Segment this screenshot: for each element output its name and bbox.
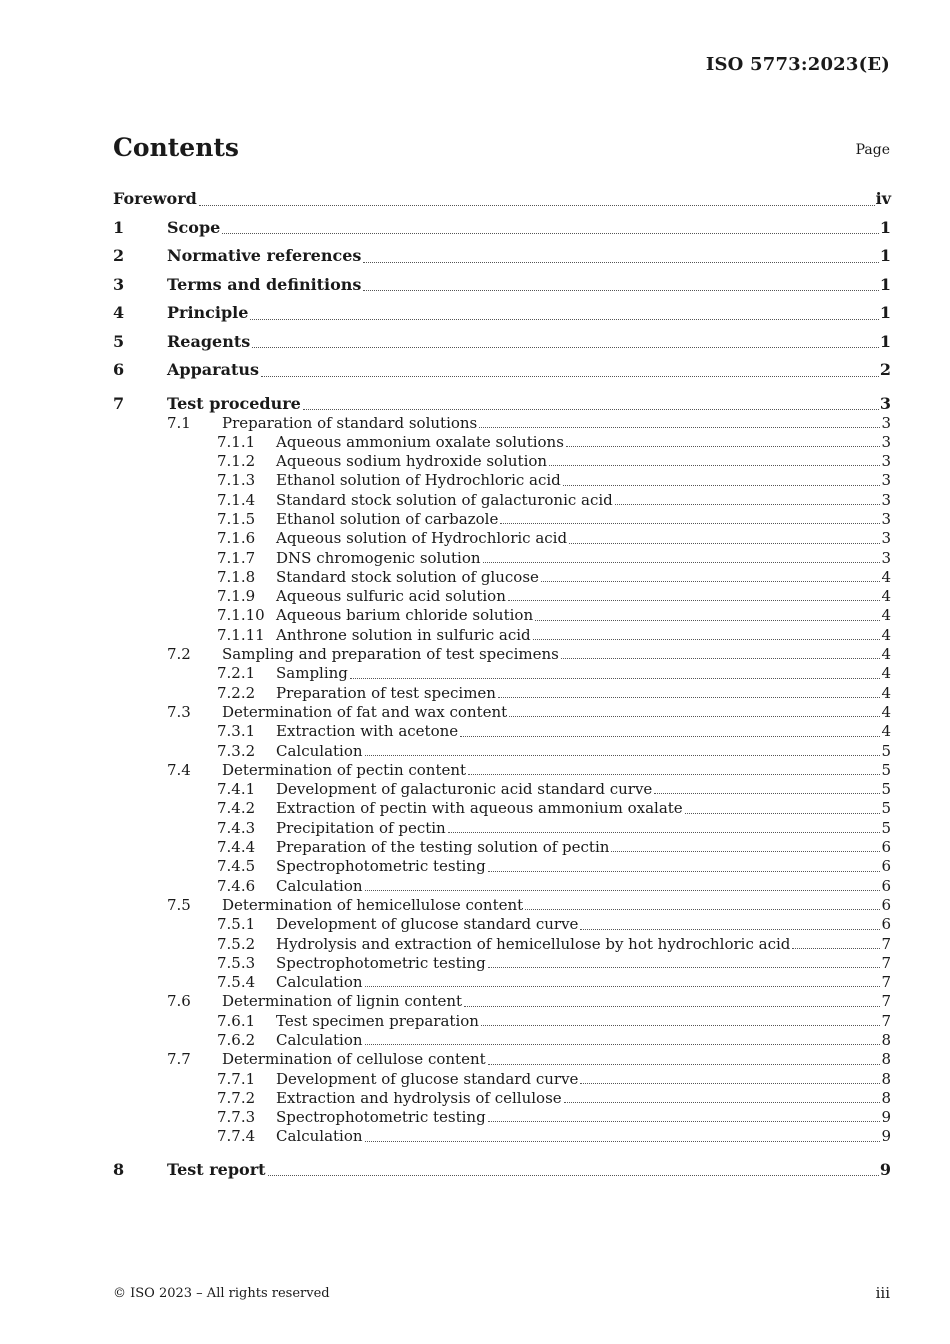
toc-entry-page: 4 xyxy=(881,664,891,683)
toc-entry-title: Test report xyxy=(167,1159,266,1179)
toc-entry-title: Development of galacturonic acid standard curve xyxy=(276,780,653,799)
dot-leader xyxy=(792,948,880,949)
toc-entry-2[interactable] xyxy=(113,242,891,271)
toc-entry-number: 7.4.3 xyxy=(217,818,256,837)
toc-entry-page: 9 xyxy=(881,1127,891,1146)
toc-entry-page: 1 xyxy=(879,303,891,322)
dot-leader xyxy=(654,793,880,794)
dot-leader xyxy=(508,600,881,601)
toc-entry-number: 7.3.2 xyxy=(217,741,256,760)
toc-entry-title: Calculation xyxy=(276,1127,363,1146)
toc-entry-page: 4 xyxy=(881,722,891,741)
dot-leader xyxy=(580,929,880,930)
toc-entry-title: Spectrophotometric testing xyxy=(276,1108,486,1127)
toc-entry-title: Extraction and hydrolysis of cellulose xyxy=(276,1088,562,1107)
toc-entry-number: 7.5.3 xyxy=(217,953,256,972)
toc-entry-page: 6 xyxy=(881,876,891,895)
toc-entry-number: 3 xyxy=(113,274,125,294)
dot-leader xyxy=(611,851,880,852)
dot-leader xyxy=(563,485,881,486)
toc-entry-7-4-6[interactable] xyxy=(113,877,891,896)
toc-entry-page: 7 xyxy=(881,973,891,992)
toc-entry-page: 2 xyxy=(879,360,891,379)
toc-entry-title: Foreword xyxy=(113,189,197,208)
toc-entry-7-5[interactable] xyxy=(113,896,891,915)
toc-entry-7-3-1[interactable] xyxy=(113,722,891,741)
toc-entry-number: 7.3 xyxy=(167,702,191,721)
toc-entry-7-3[interactable] xyxy=(113,703,891,722)
toc-entry-7-5-3[interactable] xyxy=(113,954,891,973)
toc-entry-page: 5 xyxy=(881,760,891,779)
toc-entry-number: 7.1.5 xyxy=(217,509,256,528)
toc-entry-page: 3 xyxy=(881,471,891,490)
dot-leader xyxy=(365,1044,881,1045)
toc-entry-title: Aqueous sulfuric acid solution xyxy=(276,587,506,606)
toc-entry-title: Ethanol solution of Hydrochloric acid xyxy=(276,471,561,490)
toc-entry-title: Determination of lignin content xyxy=(222,992,463,1011)
dot-leader xyxy=(488,871,881,872)
toc-entry-title: Determination of fat and wax content xyxy=(222,702,508,721)
toc-entry-7-1-4[interactable] xyxy=(113,491,891,510)
toc-entry-title: Preparation of test specimen xyxy=(276,683,496,702)
toc-entry-title: Standard stock solution of glucose xyxy=(276,567,539,586)
toc-entry-page: 8 xyxy=(881,1088,891,1107)
toc-entry-title: Precipitation of pectin xyxy=(276,818,446,837)
toc-entry-page: 3 xyxy=(881,548,891,567)
toc-entry-7-2-1[interactable] xyxy=(113,664,891,683)
toc-entry-7-4-2[interactable] xyxy=(113,799,891,818)
toc-entry-title: Test specimen preparation xyxy=(276,1011,479,1030)
toc-entry-title: Spectrophotometric testing xyxy=(276,953,486,972)
toc-entry-7-3-2[interactable] xyxy=(113,742,891,761)
dot-leader xyxy=(481,1025,881,1026)
toc-entry-page: 7 xyxy=(881,1011,891,1030)
toc-entry-number: 1 xyxy=(113,217,125,237)
toc-entry-title: Determination of cellulose content xyxy=(222,1050,486,1069)
dot-leader xyxy=(350,678,881,679)
dot-leader xyxy=(250,319,878,320)
toc-entry-number: 7.2 xyxy=(167,645,191,664)
toc-entry-number: 8 xyxy=(113,1159,125,1179)
dot-leader xyxy=(363,262,878,263)
dot-leader xyxy=(580,1083,880,1084)
toc-entry-title: Development of glucose standard curve xyxy=(276,915,579,934)
dot-leader xyxy=(509,716,880,717)
dot-leader xyxy=(498,697,880,698)
toc-entry-title: Hydrolysis and extraction of hemicellulose by hot hydrochloric acid xyxy=(276,934,791,953)
toc-entry-7-4[interactable] xyxy=(113,761,891,780)
page-column-label: Page xyxy=(855,142,890,158)
toc-entry-number: 2 xyxy=(113,246,125,265)
dot-leader xyxy=(460,736,880,737)
toc-entry-number: 7.1.8 xyxy=(217,567,256,586)
dot-leader xyxy=(448,832,881,833)
toc-entry-number: 7.7 xyxy=(167,1050,191,1069)
toc-entry-number: 7.5.2 xyxy=(217,934,256,953)
toc-entry-page: 7 xyxy=(881,953,891,972)
dot-leader xyxy=(483,562,881,563)
toc-entry-title: Standard stock solution of galacturonic acid xyxy=(276,490,613,509)
toc-entry-page: 7 xyxy=(881,934,891,953)
toc-entry-page: 8 xyxy=(881,1050,891,1069)
toc-entry-7-4-1[interactable] xyxy=(113,780,891,799)
toc-entry-page: 1 xyxy=(879,217,891,237)
toc-entry-number: 7.1 xyxy=(167,413,191,432)
toc-entry-number: 7.4.6 xyxy=(217,876,256,895)
copyright-notice: © ISO 2023 – All rights reserved xyxy=(113,1286,330,1301)
toc-entry-title: Preparation of the testing solution of pectin xyxy=(276,838,610,857)
toc-entry-7-1-11[interactable] xyxy=(113,626,891,645)
toc-entry-4[interactable] xyxy=(113,299,891,328)
dot-leader xyxy=(615,504,881,505)
dot-leader xyxy=(365,890,881,891)
toc-entry-title: Calculation xyxy=(276,741,363,760)
toc-entry-5[interactable] xyxy=(113,328,891,357)
dot-leader xyxy=(535,620,880,621)
toc-entry-7-5-1[interactable] xyxy=(113,915,891,934)
toc-entry-page: 4 xyxy=(881,645,891,664)
toc-entry-7-7-1[interactable] xyxy=(113,1070,891,1089)
toc-entry-number: 7.7.1 xyxy=(217,1069,256,1088)
toc-entry-page: 3 xyxy=(879,393,891,413)
toc-entry-7-4-4[interactable] xyxy=(113,838,891,857)
toc-entry-title: Reagents xyxy=(167,331,251,351)
dot-leader xyxy=(464,1006,880,1007)
dot-leader xyxy=(525,909,880,910)
toc-entry-page: 6 xyxy=(881,838,891,857)
toc-entry-title: Sampling xyxy=(276,664,348,683)
toc-entry-title: Principle xyxy=(167,303,249,322)
toc-entry-number: 7.1.1 xyxy=(217,432,256,451)
toc-entry-page: 8 xyxy=(881,1031,891,1049)
toc-entry-7-1-2[interactable] xyxy=(113,452,891,471)
toc-entry-7-7-4[interactable] xyxy=(113,1127,891,1146)
toc-entry-7-7-3[interactable] xyxy=(113,1108,891,1127)
dot-leader xyxy=(363,290,878,291)
toc-entry-page: 9 xyxy=(879,1159,891,1179)
toc-entry-page: iv xyxy=(875,189,891,208)
dot-leader xyxy=(500,523,880,524)
dot-leader xyxy=(199,205,875,206)
toc-entry-7-4-3[interactable] xyxy=(113,819,891,838)
dot-leader xyxy=(479,427,880,428)
toc-entry-title: Extraction with acetone xyxy=(276,722,459,741)
dot-leader xyxy=(561,658,881,659)
dot-leader xyxy=(365,986,881,987)
toc-entry-number: 7.4.2 xyxy=(217,799,256,818)
toc-entry-number: 7.7.2 xyxy=(217,1088,256,1107)
toc-entry-title: Normative references xyxy=(167,246,362,265)
toc-entry-number: 7.5.1 xyxy=(217,915,256,934)
toc-entry-title: Aqueous ammonium oxalate solutions xyxy=(276,432,564,451)
toc-entry-page: 7 xyxy=(881,992,891,1011)
dot-leader xyxy=(685,813,881,814)
toc-entry-7-1[interactable] xyxy=(113,414,891,433)
toc-entry-title: Ethanol solution of carbazole xyxy=(276,509,499,528)
toc-entry-3[interactable] xyxy=(113,271,891,300)
toc-entry-number: 7 xyxy=(113,393,125,413)
toc-entry-page: 6 xyxy=(881,857,891,876)
toc-entry-page: 9 xyxy=(881,1108,891,1127)
toc-entry-7-1-9[interactable] xyxy=(113,587,891,606)
dot-leader xyxy=(261,376,879,377)
toc-entry-page: 3 xyxy=(881,529,891,548)
toc-entry-page: 3 xyxy=(881,509,891,528)
toc-entry-7-2-2[interactable] xyxy=(113,684,891,703)
toc-entry-number: 5 xyxy=(113,331,125,351)
toc-entry-7-7[interactable] xyxy=(113,1050,891,1069)
dot-leader xyxy=(252,347,879,348)
toc-entry-page: 6 xyxy=(881,915,891,934)
toc-entry-number: 7.6.2 xyxy=(217,1031,256,1049)
toc-entry-7-6[interactable] xyxy=(113,992,891,1011)
toc-entry-number: 7.1.6 xyxy=(217,529,256,548)
toc-entry-title: DNS chromogenic solution xyxy=(276,548,481,567)
toc-entry-page: 5 xyxy=(881,818,891,837)
dot-leader xyxy=(564,1102,881,1103)
toc-entry-title: Determination of hemicellulose content xyxy=(222,895,524,914)
toc-entry-title: Calculation xyxy=(276,1031,363,1049)
toc-entry-number: 7.4.1 xyxy=(217,780,256,799)
toc-entry-page: 4 xyxy=(881,683,891,702)
toc-entry-page: 1 xyxy=(879,331,891,351)
toc-entry-number: 7.2.1 xyxy=(217,664,256,683)
toc-entry-7-6-2[interactable] xyxy=(113,1031,891,1050)
toc-entry-page: 1 xyxy=(879,246,891,265)
dot-leader xyxy=(488,1064,881,1065)
dot-leader xyxy=(549,465,880,466)
toc-entry-page: 3 xyxy=(881,413,891,432)
toc-entry-number: 7.5 xyxy=(167,895,191,914)
toc-entry-7-7-2[interactable] xyxy=(113,1089,891,1108)
dot-leader xyxy=(365,1141,881,1142)
toc-entry-title: Preparation of standard solutions xyxy=(222,413,478,432)
toc-entry-1[interactable] xyxy=(113,214,891,243)
toc-entry-6[interactable] xyxy=(113,356,891,385)
toc-entry-number: 7.4.5 xyxy=(217,857,256,876)
toc-entry-7-1-10[interactable] xyxy=(113,606,891,625)
toc-entry-number: 7.5.4 xyxy=(217,973,256,992)
toc-entry-number: 7.4.4 xyxy=(217,838,256,857)
toc-entry-number: 7.3.1 xyxy=(217,722,256,741)
toc-entry-title: Calculation xyxy=(276,973,363,992)
toc-entry-7-1-6[interactable] xyxy=(113,529,891,548)
dot-leader xyxy=(268,1175,879,1176)
dot-leader xyxy=(303,409,879,410)
toc-entry-number: 7.1.3 xyxy=(217,471,256,490)
toc-entry-number: 7.1.2 xyxy=(217,452,256,471)
dot-leader xyxy=(569,543,880,544)
toc-entry-7-2[interactable] xyxy=(113,645,891,664)
toc-entry-page: 4 xyxy=(881,567,891,586)
contents-heading: Contents xyxy=(113,133,240,162)
dot-leader xyxy=(468,774,880,775)
dot-leader xyxy=(566,446,881,447)
toc-entry-page: 4 xyxy=(881,625,891,644)
page-number: iii xyxy=(875,1284,890,1302)
toc-entry-page: 6 xyxy=(881,895,891,914)
toc-entry-7-1-8[interactable] xyxy=(113,568,891,587)
dot-leader xyxy=(222,233,879,234)
toc-entry-number: 7.2.2 xyxy=(217,683,256,702)
toc-entry-title: Aqueous barium chloride solution xyxy=(276,606,534,625)
toc-entry-title: Determination of pectin content xyxy=(222,760,467,779)
toc-entry-number: 7.1.7 xyxy=(217,548,256,567)
toc-entry-number: 7.1.11 xyxy=(217,625,265,644)
toc-entry-page: 4 xyxy=(881,702,891,721)
toc-entry-number: 7.7.4 xyxy=(217,1127,256,1146)
toc-entry-7-1-7[interactable] xyxy=(113,549,891,568)
toc-entry-number: 7.7.3 xyxy=(217,1108,256,1127)
table-of-contents xyxy=(113,185,891,1184)
toc-entry-number: 7.6.1 xyxy=(217,1011,256,1030)
toc-entry-page: 3 xyxy=(881,452,891,471)
toc-entry-title: Aqueous solution of Hydrochloric acid xyxy=(276,529,568,548)
toc-entry-7-1-1[interactable] xyxy=(113,433,891,452)
toc-entry-number: 7.1.4 xyxy=(217,490,256,509)
toc-entry-7-4-5[interactable] xyxy=(113,857,891,876)
toc-entry-7-1-3[interactable] xyxy=(113,471,891,490)
toc-entry-page: 4 xyxy=(881,587,891,606)
toc-entry-title: Test procedure xyxy=(167,393,301,413)
toc-entry-title: Terms and definitions xyxy=(167,274,362,294)
toc-entry-7-5-4[interactable] xyxy=(113,973,891,992)
toc-entry-page: 5 xyxy=(881,741,891,760)
dot-leader xyxy=(488,1121,881,1122)
toc-entry-7-5-2[interactable] xyxy=(113,935,891,954)
dot-leader xyxy=(541,581,881,582)
toc-entry-title: Development of glucose standard curve xyxy=(276,1069,579,1088)
toc-entry-title: Extraction of pectin with aqueous ammonium oxalate xyxy=(276,799,683,818)
toc-entry-page: 1 xyxy=(879,274,891,294)
toc-entry-title: Sampling and preparation of test specimens xyxy=(222,645,559,664)
toc-entry-title: Anthrone solution in sulfuric acid xyxy=(276,625,531,644)
dot-leader xyxy=(365,755,881,756)
toc-entry-number: 7.1.10 xyxy=(217,606,265,625)
toc-entry-page: 4 xyxy=(881,606,891,625)
toc-entry-foreword[interactable] xyxy=(113,185,891,214)
toc-entry-number: 7.1.9 xyxy=(217,587,256,606)
toc-entry-page: 3 xyxy=(881,490,891,509)
toc-entry-title: Spectrophotometric testing xyxy=(276,857,486,876)
toc-entry-page: 5 xyxy=(881,780,891,799)
toc-entry-title: Calculation xyxy=(276,876,363,895)
toc-entry-title: Aqueous sodium hydroxide solution xyxy=(276,452,548,471)
toc-entry-title: Scope xyxy=(167,217,221,237)
toc-entry-number: 4 xyxy=(113,303,125,322)
toc-entry-page: 5 xyxy=(881,799,891,818)
dot-leader xyxy=(488,967,881,968)
toc-entry-number: 6 xyxy=(113,360,125,379)
toc-entry-number: 7.4 xyxy=(167,760,191,779)
document-id: ISO 5773:2023(E) xyxy=(705,54,890,75)
dot-leader xyxy=(533,639,881,640)
toc-entry-page: 3 xyxy=(881,432,891,451)
toc-entry-7-6-1[interactable] xyxy=(113,1012,891,1031)
toc-entry-page: 8 xyxy=(881,1069,891,1088)
toc-entry-title: Apparatus xyxy=(167,360,259,379)
toc-entry-8[interactable] xyxy=(113,1156,891,1185)
toc-entry-7-1-5[interactable] xyxy=(113,510,891,529)
toc-entry-7[interactable] xyxy=(113,393,891,414)
toc-entry-number: 7.6 xyxy=(167,992,191,1011)
